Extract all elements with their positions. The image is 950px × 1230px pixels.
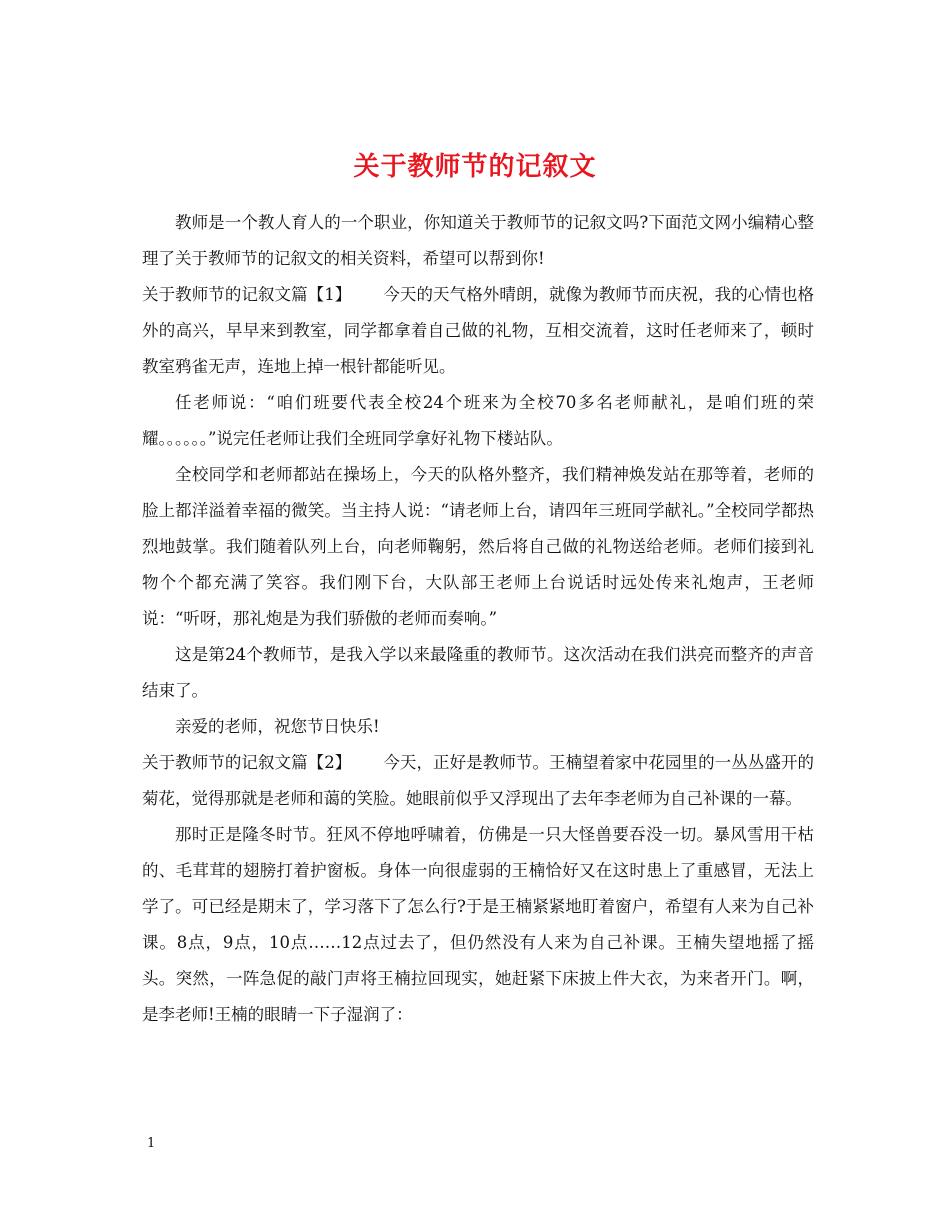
section-1-paragraph [142,277,814,385]
section-1-heading: 关于教师节的记叙文篇【1】 [142,285,352,304]
body-paragraph: 亲爱的老师，祝您节日快乐! [175,717,380,736]
section-2-paragraph [142,745,814,817]
section-1-text: 今天的天气格外晴朗，就像为教师节而庆祝，我的心情也格外的高兴，早早来到教室，同学都拿着自己做的礼物，互相交流着，这时任老师来了，顿时教室鸦雀无声，连地上掉一根针都能听见。 [142,285,815,376]
body-paragraph: 任老师说：“咱们班要代表全校24个班来为全校70多名老师献礼，是咱们班的荣耀。。。。。。”说完任老师让我们全班同学拿好礼物下楼站队。 [142,393,814,448]
page-number: 1 [147,1136,156,1151]
section-2-text: 今天，正好是教师节。王楠望着家中花园里的一丛丛盛开的菊花，觉得那就是老师和蔼的笑脸。她眼前似乎又浮现出了去年李老师为自己补课的一幕。 [142,753,815,808]
body-paragraph: 全校同学和老师都站在操场上，今天的队格外整齐，我们精神焕发站在那等着，老师的脸上都洋溢着幸福的微笑。当主持人说：“请老师上台，请四年三班同学献礼。”全校同学都热烈地鼓掌。我们随着队列上台，向老师鞠躬，然后将自己做的礼物送给老师。老师们接到礼物个个都充满了笑容。我们刚下台，大队部王老师上台说话时远处传来礼炮声，王老师说：“听呀，那礼炮是为我们骄傲的老师而奏响。” [142,465,814,628]
section-2-heading: 关于教师节的记叙文篇【2】 [142,753,352,772]
body-paragraph: 这是第24个教师节，是我入学以来最隆重的教师节。这次活动在我们洪亮而整齐的声音结束了。 [142,645,814,700]
document-body [142,205,814,1033]
body-paragraph: 那时正是隆冬时节。狂风不停地呼啸着，仿佛是一只大怪兽要吞没一切。暴风雪用干枯的、毛茸茸的翅膀打着护窗板。身体一向很虚弱的王楠恰好又在这时患上了重感冒，无法上学了。可已经是期末了，学习落下了怎么行?于是王楠紧紧地盯着窗户，希望有人来为自己补课。8点，9点，10点……12点过去了，但仍然没有人来为自己补课。王楠失望地摇了摇头。突然，一阵急促的敲门声将王楠拉回现实，她赶紧下床披上件大衣，为来者开门。啊，是李老师!王楠的眼睛一下子湿润了： [142,825,814,1024]
intro-paragraph: 教师是一个教人育人的一个职业，你知道关于教师节的记叙文吗?下面范文网小编精心整理了关于教师节的记叙文的相关资料，希望可以帮到你! [142,213,814,268]
document-title: 关于教师节的记叙文 [353,152,597,183]
